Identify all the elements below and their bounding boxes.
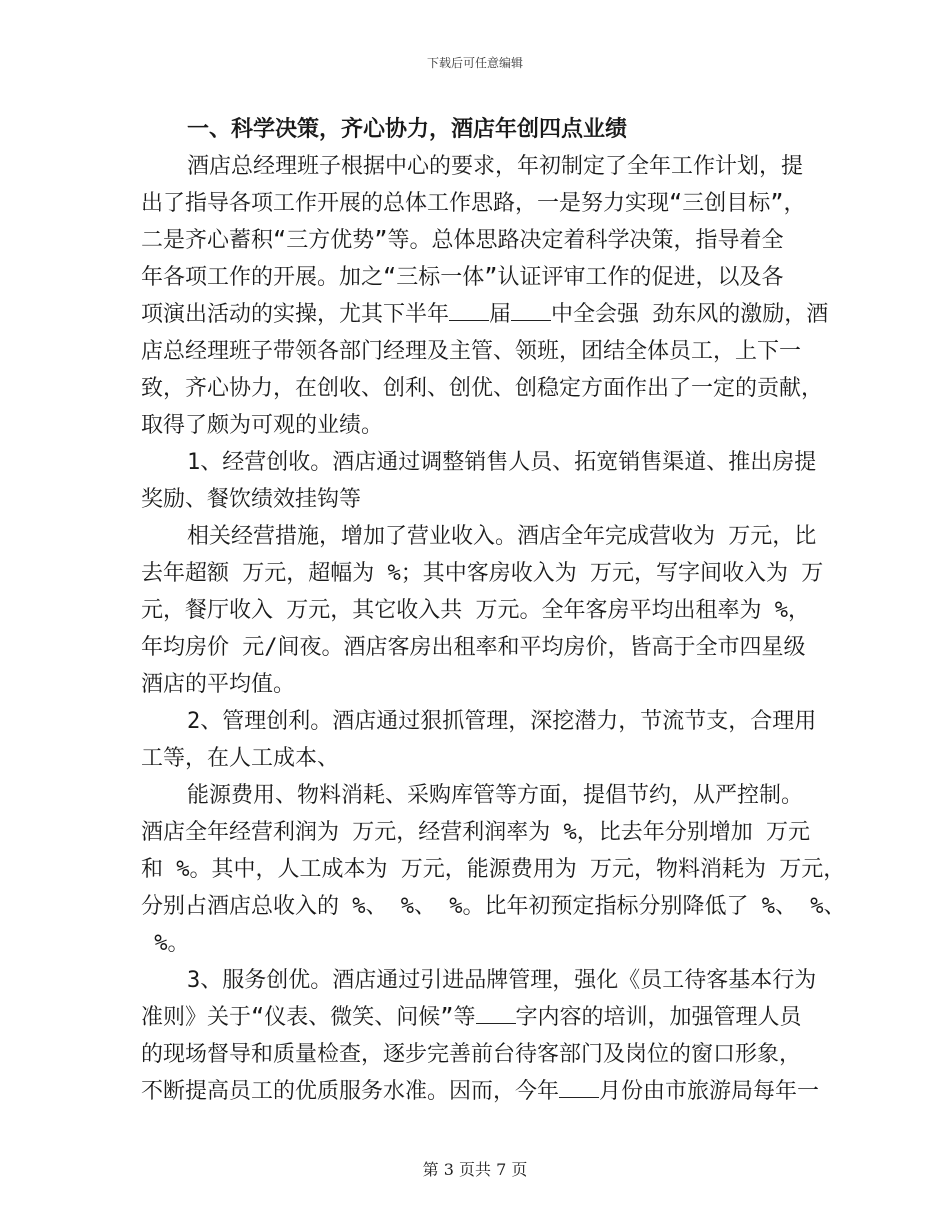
fill-in-blank <box>449 298 489 321</box>
text-line <box>141 999 821 1036</box>
text-line <box>141 1073 821 1110</box>
text-segment: 月份由市旅游局每年一 <box>599 1079 820 1104</box>
page-footer: 第 3 页共 7 页 <box>422 1160 528 1179</box>
text-line: 酒店的平均值。 <box>141 672 296 697</box>
document-body <box>141 111 846 1110</box>
text-line: 工等，在人工成本、 <box>141 746 340 771</box>
text-line: 能源费用、物料消耗、采购库管等方面，提倡节约，从严控制。 <box>187 783 804 808</box>
text-line: 分别占酒店总收入的 %、 %、 %。比年初预定指标分别降低了 %、 %、 <box>141 894 846 919</box>
text-line <box>141 296 829 333</box>
text-line: 出了指导各项工作开展的总体工作思路，一是努力实现“三创目标”， <box>141 191 806 216</box>
text-line: 年均房价 元/间夜。酒店客房出租率和平均房价，皆高于全市四星级 <box>141 635 806 660</box>
text-line: 和 %。其中，人工成本为 万元，能源费用为 万元，物料消耗为 万元， <box>141 857 846 882</box>
text-line: 1、经营创收。酒店通过调整销售人员、拓宽销售渠道、推出房提 <box>187 450 817 475</box>
text-segment: 不断提高员工的优质服务水准。因而，今年 <box>141 1079 560 1104</box>
text-line: 去年超额 万元，超幅为 %；其中客房收入为 万元，写字间收入为 万 <box>141 561 824 586</box>
text-line: 酒店总经理班子根据中心的要求，年初制定了全年工作计划，提 <box>187 154 804 179</box>
fill-in-blank <box>476 1001 516 1024</box>
text-line: 二是齐心蓄积“三方优势”等。总体思路决定着科学决策，指导着全 <box>141 228 784 253</box>
text-line: 的现场督导和质量检查，逐步完善前台待客部门及岗位的窗口形象， <box>141 1042 802 1067</box>
text-line: 元，餐厅收入 万元，其它收入共 万元。全年客房平均出租率为 %， <box>141 598 810 623</box>
text-line: 致，齐心协力，在创收、创利、创优、创稳定方面作出了一定的贡献， <box>141 376 824 401</box>
text-line: 年各项工作的开展。加之“三标一体”认证评审工作的促进，以及各 <box>141 265 784 290</box>
fill-in-blank <box>511 298 551 321</box>
text-line: %。 <box>141 931 190 956</box>
text-segment: 准则》关于“仪表、微笑、问候”等 <box>141 1005 476 1030</box>
text-segment: 中全会强 劲东风的激励，酒 <box>551 302 829 327</box>
section-heading: 一、科学决策，齐心协力，酒店年创四点业绩 <box>187 117 628 142</box>
page-header: 下载后可任意编辑 <box>426 56 523 70</box>
fill-in-blank <box>559 1075 599 1098</box>
text-line: 奖励、餐饮绩效挂钩等 <box>141 487 362 512</box>
text-segment: 项演出活动的实操，尤其下半年 <box>141 302 450 327</box>
text-line: 取得了颇为可观的业绩。 <box>141 413 384 438</box>
text-line: 店总经理班子带领各部门经理及主管、领班，团结全体员工，上下一 <box>141 339 802 364</box>
text-segment: 字内容的培训，加强管理人员 <box>515 1005 802 1030</box>
text-line: 2、管理创利。酒店通过狠抓管理，深挖潜力，节流节支，合理用 <box>187 709 817 734</box>
text-line: 酒店全年经营利润为 万元，经营利润率为 %，比去年分别增加 万元 <box>141 820 810 845</box>
text-line: 相关经营措施，增加了营业收入。酒店全年完成营收为 万元，比 <box>187 524 817 549</box>
text-segment: 届 <box>489 302 512 327</box>
text-line: 3、服务创优。酒店通过引进品牌管理，强化《员工待客基本行为 <box>187 968 817 993</box>
